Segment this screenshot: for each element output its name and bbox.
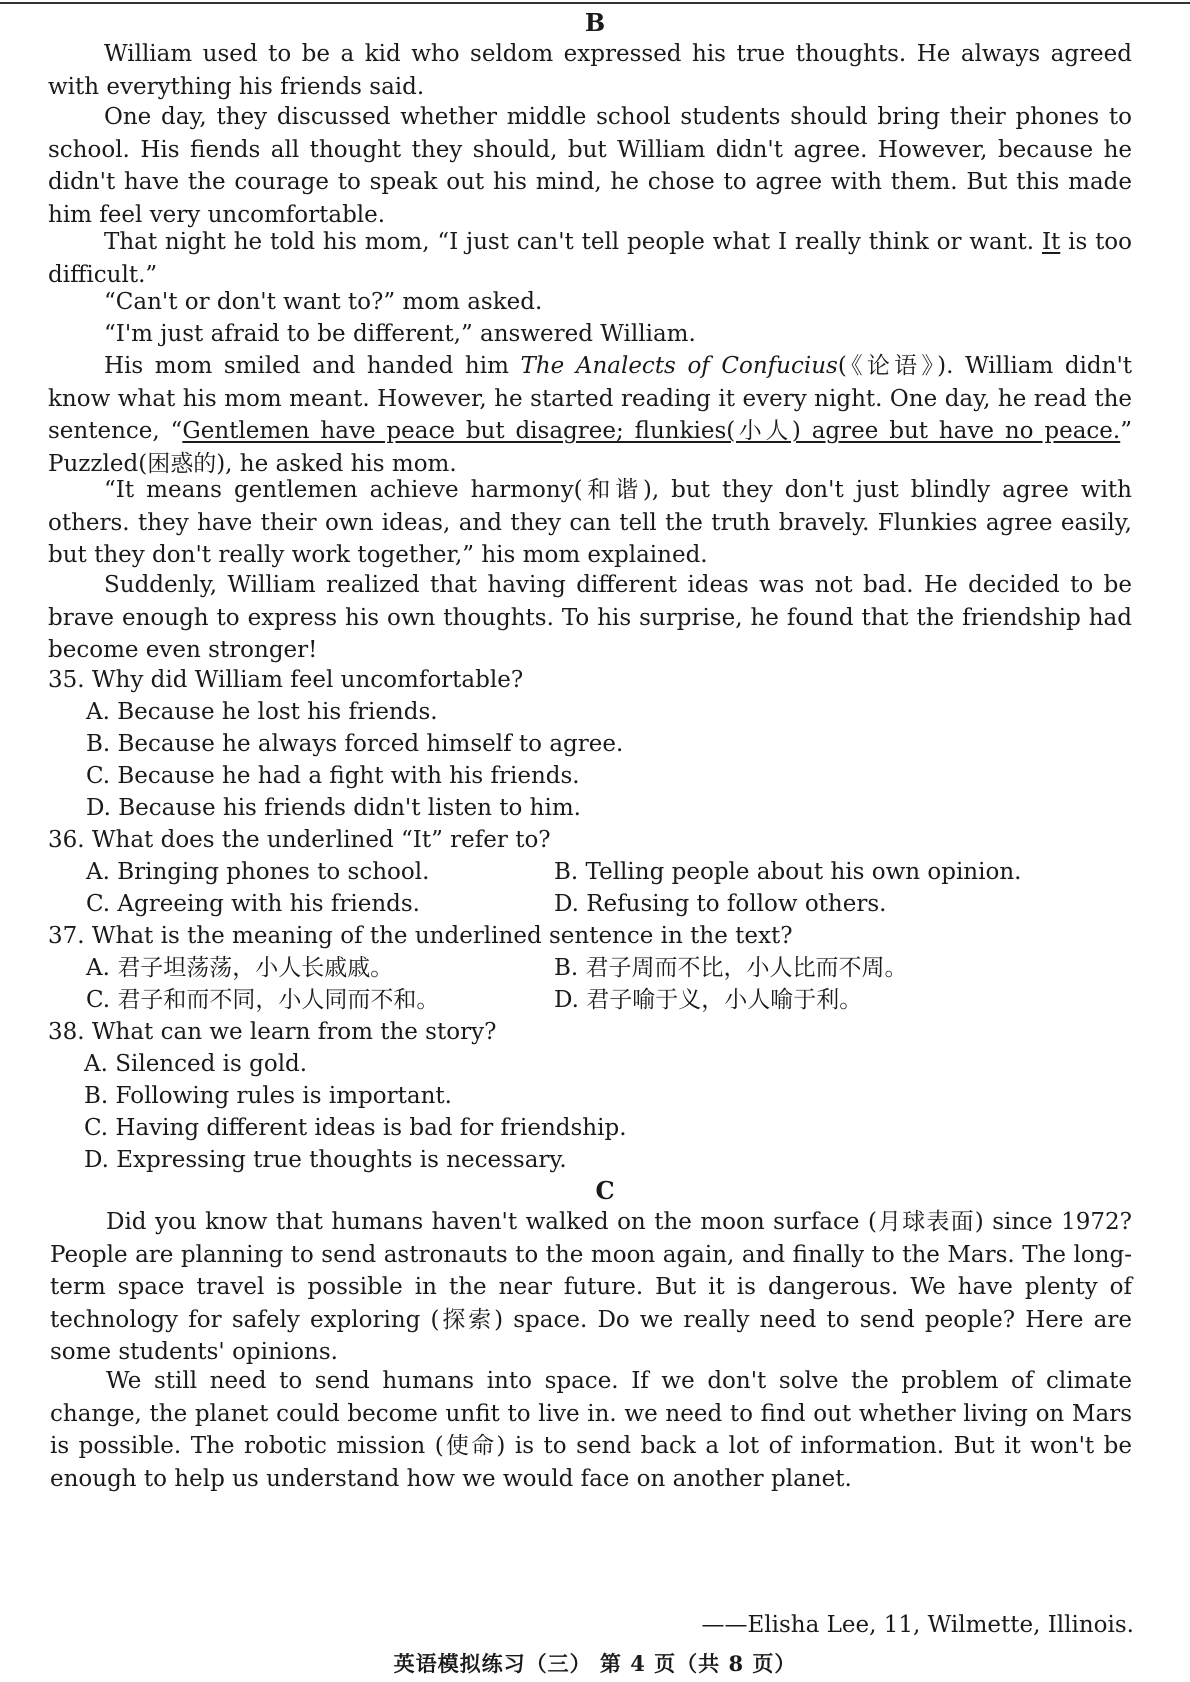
q37-option-c: C. 君子和而不同，小人同而不和。 bbox=[86, 987, 440, 1013]
underlined-it: It bbox=[1041, 229, 1061, 255]
signature: ——Elisha Lee, 11, Wilmette, Illinois. bbox=[701, 1612, 1134, 1638]
q38-option-a: A. Silenced is gold. bbox=[84, 1051, 308, 1077]
top-border bbox=[0, 2, 1190, 4]
q35-option-b: B. Because he always forced himself to agree. bbox=[86, 731, 624, 757]
passage-b-p2: One day, they discussed whether middle school students should bring their phones to school. His fiends all thought they should, but William didn't agree. However, because he didn't have the courage to speak out his mind, he chose to agree with them. But this made him feel very uncomfortable. bbox=[48, 104, 1132, 228]
passage-c-p2: We still need to send humans into space. If we don't solve the problem of climate change, the planet could become unfit to live in. we need to find out whether living on Mars is possible. The robotic mission (使命) is to send back a lot of information. But it won't be enough to help us understand how we would face on another planet. bbox=[50, 1368, 1132, 1492]
passage-b-p7: “It means gentlemen achieve harmony(和谐), but they don't just blindly agree with others. they have their own ideas, and they can tell the truth bravely. Flunkies agree easily, but they don't really work together,” his mom explained. bbox=[48, 477, 1132, 568]
underlined-sentence: Gentlemen have peace but disagree; flunkies(小人) agree but have no peace. bbox=[182, 418, 1121, 444]
q36-option-d: D. Refusing to follow others. bbox=[554, 891, 887, 917]
q36-option-b: B. Telling people about his own opinion. bbox=[554, 859, 1022, 885]
q36-stem: 36. What does the underlined “It” refer to? bbox=[48, 827, 551, 853]
q36-option-c: C. Agreeing with his friends. bbox=[86, 891, 420, 917]
passage-b-p5: “I'm just afraid to be different,” answered William. bbox=[104, 321, 696, 347]
section-b-heading: B bbox=[584, 8, 606, 37]
q38-option-d: D. Expressing true thoughts is necessary. bbox=[84, 1147, 567, 1173]
q36-option-a: A. Bringing phones to school. bbox=[86, 859, 430, 885]
passage-b-p3: That night he told his mom, “I just can't tell people what I really think or want. It is too difficult.” bbox=[48, 229, 1133, 288]
passage-b-p8: Suddenly, William realized that having different ideas was not bad. He decided to be brave enough to express his own thoughts. To his surprise, he found that the friendship had become even stronger! bbox=[48, 572, 1132, 663]
q35-option-a: A. Because he lost his friends. bbox=[86, 699, 438, 725]
q35-option-c: C. Because he had a fight with his friends. bbox=[86, 763, 580, 789]
q35-option-d: D. Because his friends didn't listen to him. bbox=[86, 795, 581, 821]
section-c-heading: C bbox=[595, 1176, 615, 1205]
q37-stem: 37. What is the meaning of the underlined sentence in the text? bbox=[48, 923, 793, 949]
q38-stem: 38. What can we learn from the story? bbox=[48, 1019, 497, 1045]
passage-b-p1: William used to be a kid who seldom expressed his true thoughts. He always agreed with everything his friends said. bbox=[48, 41, 1132, 100]
passage-b-p4: “Can't or don't want to?” mom asked. bbox=[104, 289, 543, 315]
q35-stem: 35. Why did William feel uncomfortable? bbox=[48, 667, 524, 693]
q37-option-d: D. 君子喻于义，小人喻于利。 bbox=[554, 987, 863, 1013]
q37-option-a: A. 君子坦荡荡，小人长戚戚。 bbox=[86, 955, 394, 981]
q38-option-b: B. Following rules is important. bbox=[84, 1083, 452, 1109]
book-title: The Analects of Confucius bbox=[520, 353, 838, 379]
passage-b-p6: His mom smiled and handed him The Analects of Confucius(《论语》). William didn't know what his mom meant. However, he started reading it every night. One day, he read the sentence, “Gentlemen have peace but disagree; flunkies(小人) agree but have no peace.” Puzzled(困惑的), he asked his mom. bbox=[48, 353, 1133, 477]
page-footer: 英语模拟练习（三） 第 4 页（共 8 页） bbox=[393, 1651, 797, 1676]
passage-c-p1: Did you know that humans haven't walked on the moon surface (月球表面) since 1972? People are planning to send astronauts to the moon again, and finally to the Mars. The long-term space travel is possible in the near future. But it is dangerous. We have plenty of technology for safely exploring (探索) space. Do we really need to send people? Here are some students' opinions. bbox=[50, 1209, 1132, 1365]
q37-option-b: B. 君子周而不比，小人比而不周。 bbox=[554, 955, 908, 981]
q38-option-c: C. Having different ideas is bad for friendship. bbox=[84, 1115, 627, 1141]
